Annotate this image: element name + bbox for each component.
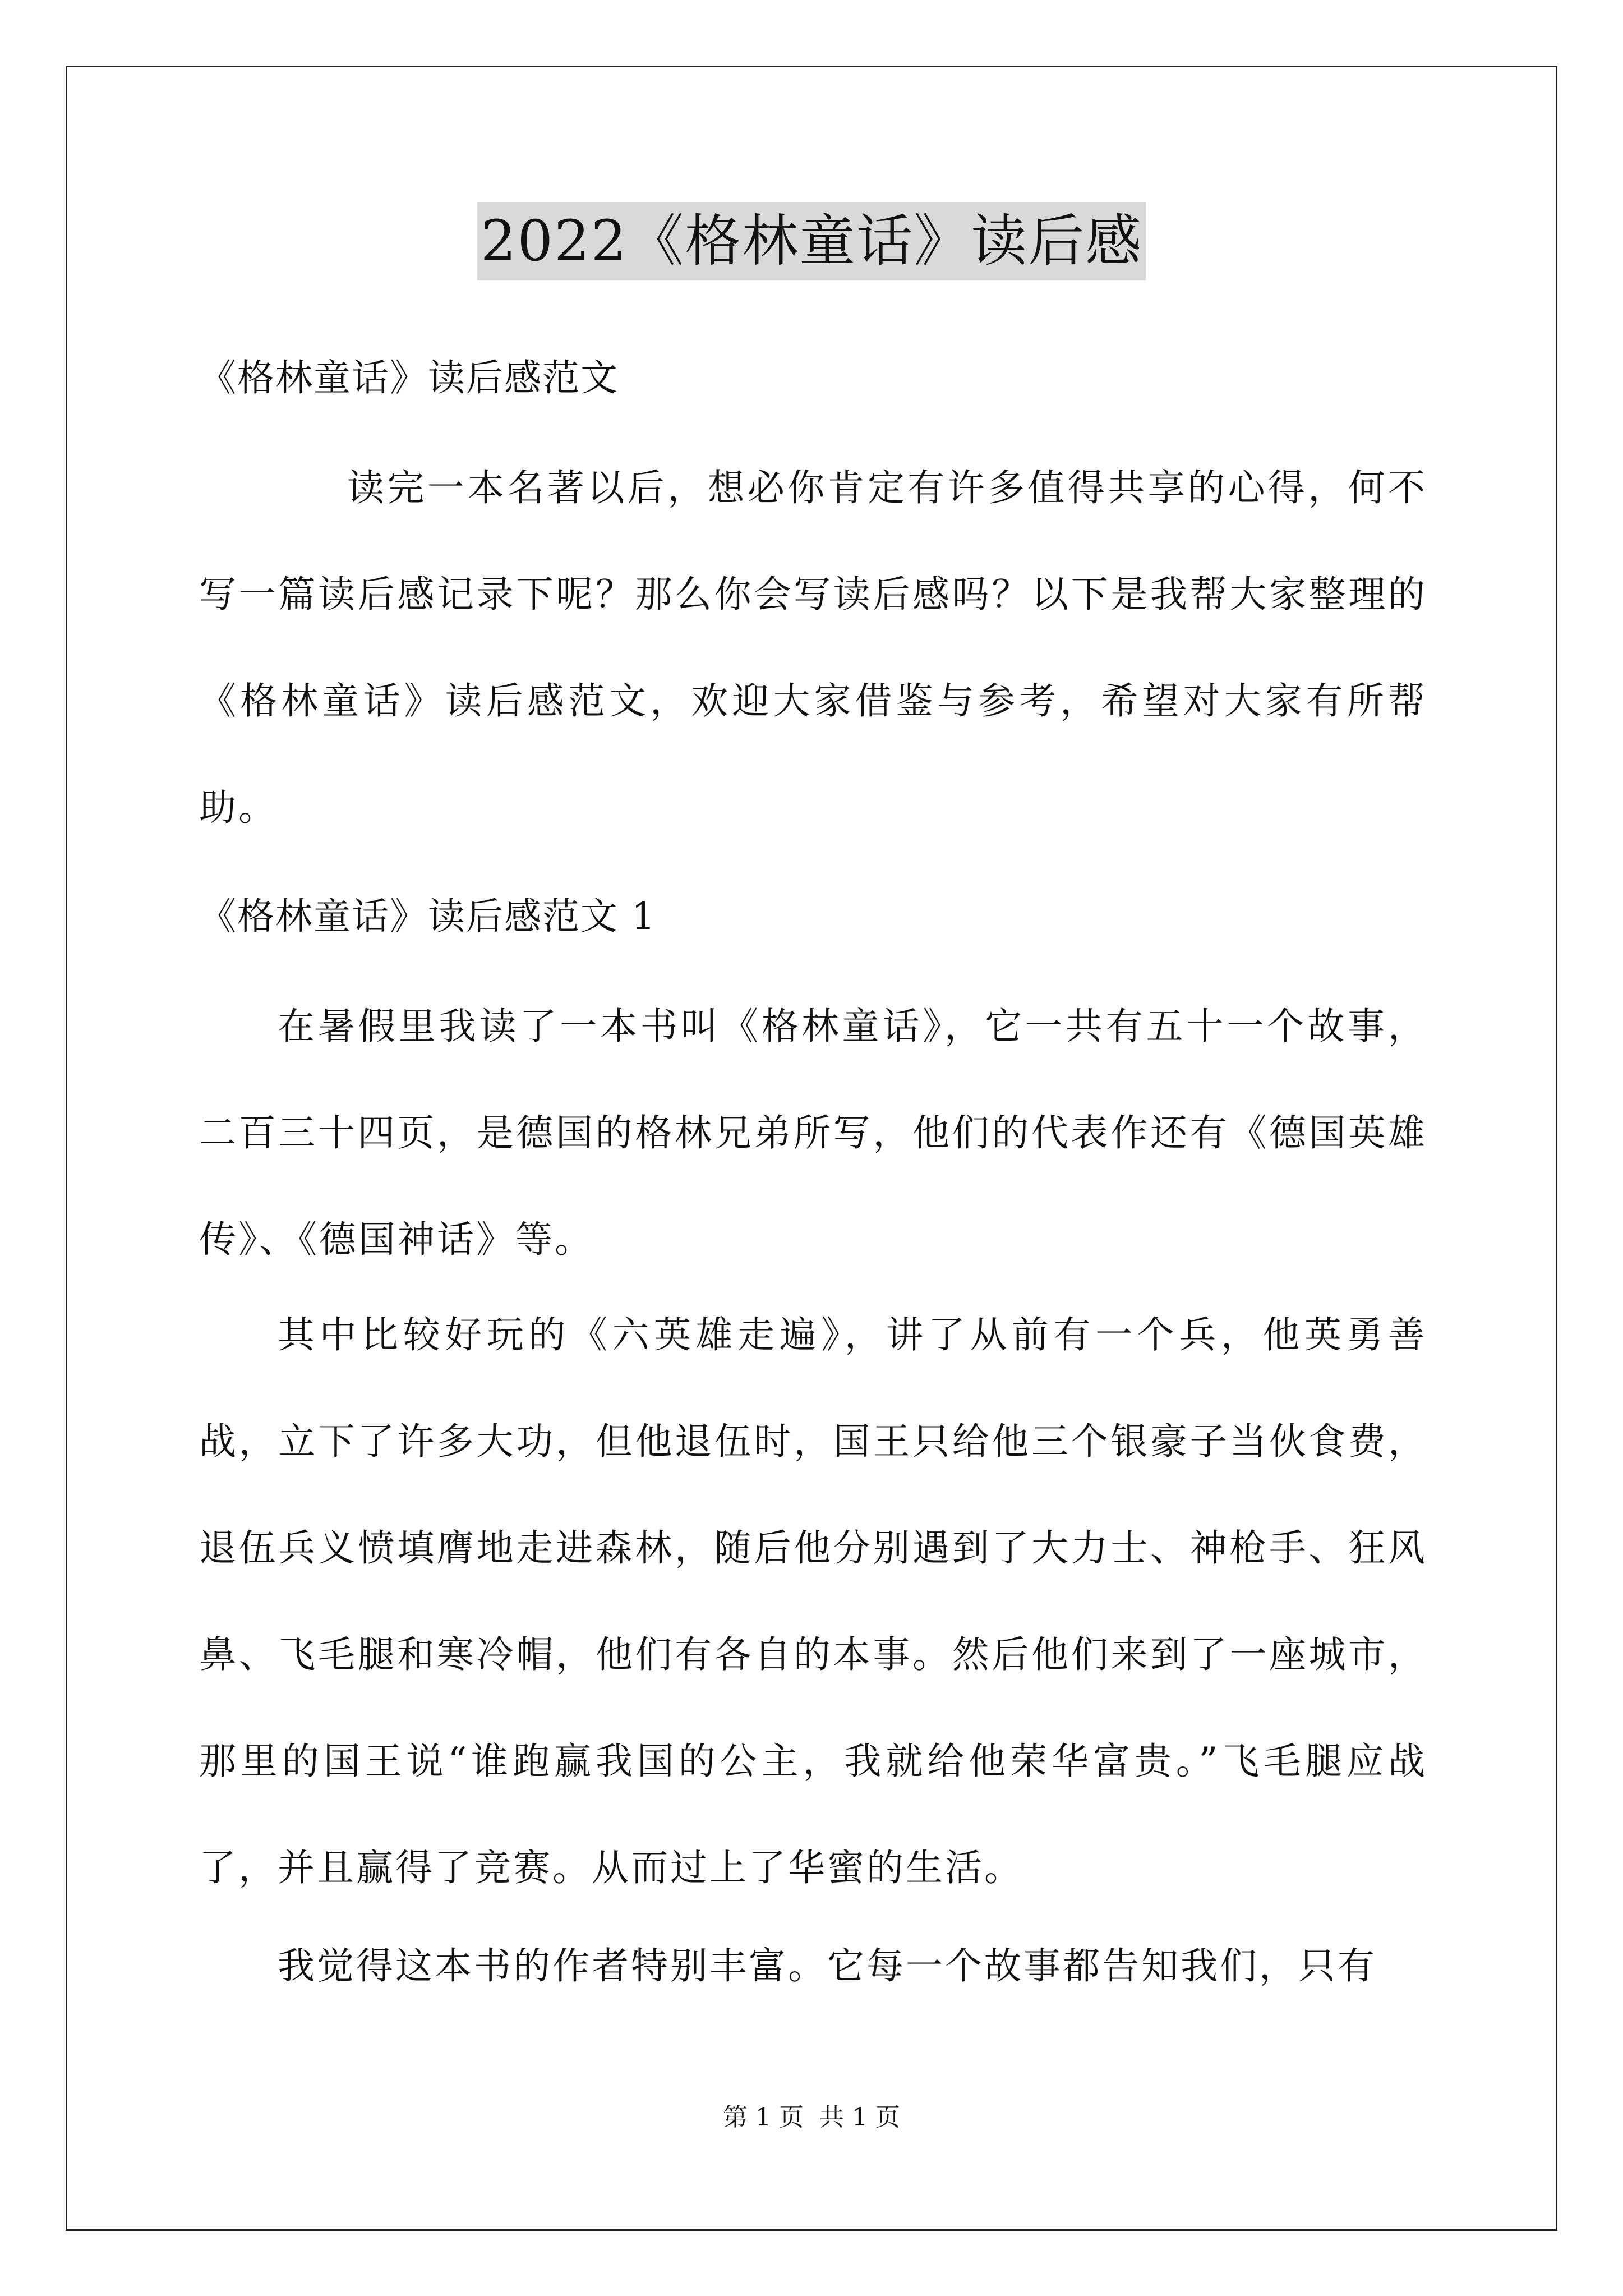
intro-paragraph: 读完一本名著以后，想必你肯定有许多值得共享的心得，何不写一篇读后感记录下呢？那么你会写读后感吗？以下是我帮大家整理的《格林童话》读后感范文，欢迎大家借鉴与参考，希望对大家有所帮助。 xyxy=(199,466,1427,829)
title-container xyxy=(0,202,1623,280)
paragraph-3: 我觉得这本书的作者特别丰富。它每一个故事都告知我们，只有 xyxy=(278,1944,1377,1987)
section-heading: 《格林童话》读后感范文 xyxy=(199,356,619,399)
essay-heading: 《格林童话》读后感范文 1 xyxy=(199,895,656,938)
paragraph-2: 其中比较好玩的《六英雄走遍》，讲了从前有一个兵，他英勇善战，立下了许多大功，但他退伍时，国王只给他三个银豪子当伙食费，退伍兵义愤填膺地走进森林，随后他分别遇到了大力士、神枪手、狂风鼻、飞毛腿和寒冷帽，他们有各自的本事。然后他们来到了一座城市，那里的国王说“谁跑赢我国的公主，我就给他荣华富贵。”飞毛腿应战了，并且赢得了竞赛。从而过上了华蜜的生活。 xyxy=(199,1313,1427,1889)
paragraph-1: 在暑假里我读了一本书叫《格林童话》，它一共有五十一个故事，二百三十四页，是德国的格林兄弟所写，他们的代表作还有《德国英雄传》、《德国神话》等。 xyxy=(199,1005,1427,1261)
document-title: 2022《格林童话》读后感 xyxy=(477,202,1146,280)
page-number: 第 1 页 xyxy=(723,2103,804,2132)
page-footer xyxy=(0,2101,1623,2134)
page-total: 共 1 页 xyxy=(819,2103,900,2132)
